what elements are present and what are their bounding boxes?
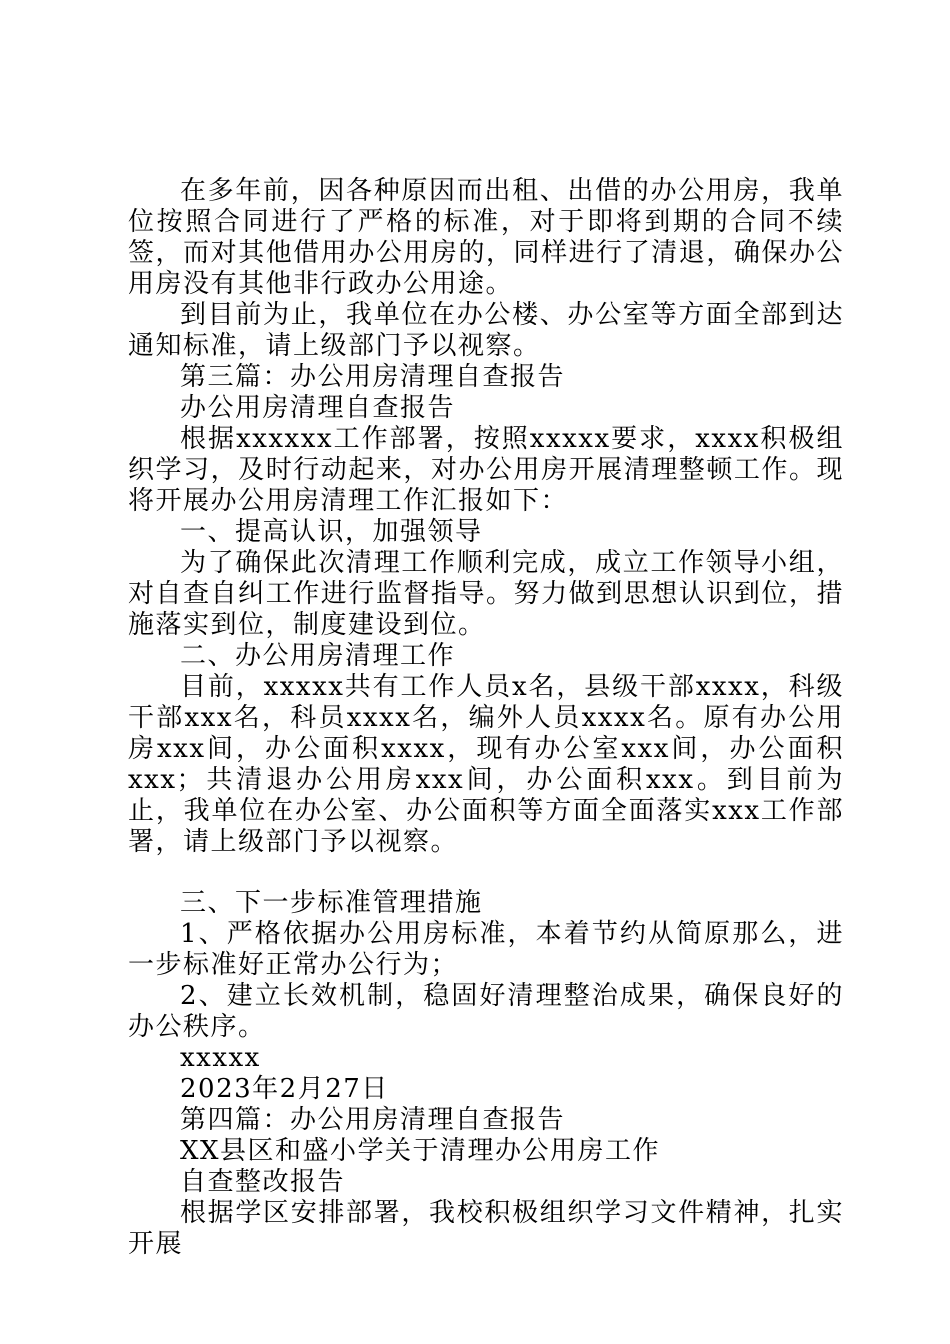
- paragraph-lease-cleanup: 在多年前，因各种原因而出租、出借的办公用房，我单位按照合同进行了严格的标准，对于即将到期的合同不续签，而对其他借用办公用房的，同样进行了清退，确保办公用房没有其他非行政办公用途。: [128, 176, 844, 299]
- paragraph-office-statistics: 目前，xxxxx共有工作人员x名，县级干部xxxx，科级干部xxx名，科员xxxx名，编外人员xxxx名。原有办公用房xxx间，办公面积xxxx，现有办公室xxx间，办公面积xxx；共清退办公用房xxx间，办公面积xxx。到目前为止，我单位在办公室、办公面积等方面全面落实xxx工作部署，请上级部门予以视察。: [128, 672, 844, 857]
- heading-office-cleanup: 二、办公用房清理工作: [180, 641, 456, 671]
- paragraph-measure-two: 2、建立长效机制，稳固好清理整治成果，确保良好的办公秩序。: [128, 981, 844, 1042]
- section-heading-part-four: 第四篇：办公用房清理自查报告: [180, 1105, 566, 1135]
- school-report-title-line2: 自查整改报告: [180, 1167, 346, 1197]
- paragraph-leadership-group: 为了确保此次清理工作顺利完成，成立工作领导小组，对自查自纠工作进行监督指导。努力做到思想认识到位，措施落实到位，制度建设到位。: [128, 548, 844, 640]
- heading-raise-awareness: 一、提高认识，加强领导: [180, 517, 483, 547]
- report-title: 办公用房清理自查报告: [180, 393, 456, 423]
- signature-date: 2023年2月27日: [180, 1074, 389, 1104]
- paragraph-gap: [128, 858, 844, 888]
- paragraph-school-intro: 根据学区安排部署，我校积极组织学习文件精神，扎实开展: [128, 1198, 844, 1259]
- signature-unit: xxxxx: [180, 1043, 261, 1073]
- school-report-title-line1: XX县区和盛小学关于清理办公用房工作: [180, 1136, 661, 1166]
- document-body: [128, 176, 844, 1260]
- heading-next-steps: 三、下一步标准管理措施: [180, 888, 483, 918]
- paragraph-intro: 根据xxxxxx工作部署，按照xxxxx要求，xxxx积极组织学习，及时行动起来，对办公用房开展清理整顿工作。现将开展办公用房清理工作汇报如下：: [128, 424, 844, 516]
- paragraph-measure-one: 1、严格依据办公用房标准，本着节约从简原那么，进一步标准好正常办公行为；: [128, 919, 844, 980]
- paragraph-standard-reached: 到目前为止，我单位在办公楼、办公室等方面全部到达通知标准，请上级部门予以视察。: [128, 300, 844, 361]
- section-heading-part-three: 第三篇：办公用房清理自查报告: [180, 362, 566, 392]
